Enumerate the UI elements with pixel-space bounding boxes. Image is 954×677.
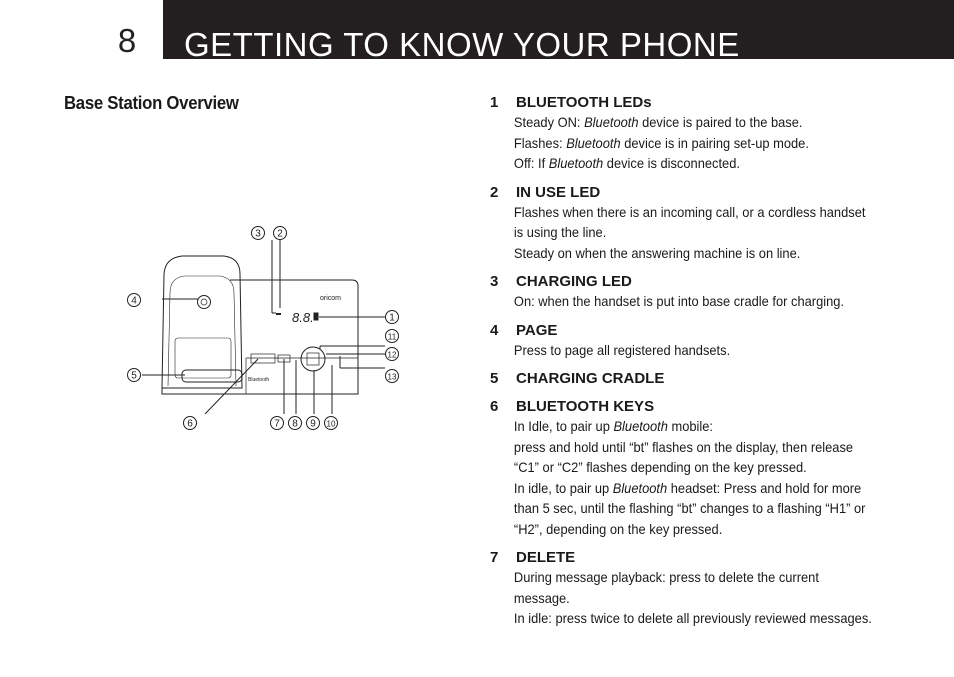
text-segment: On: when the handset is put into base cradle for charging. [513,293,844,309]
text-segment: “C1” or “C2” flashes depending on the key pressed. [513,459,807,475]
section-heading: Base Station Overview [64,93,239,113]
description-line [514,202,882,223]
text-segment: mobile: [667,418,713,434]
list-item [490,183,910,264]
text-segment: message. [513,589,570,606]
text-segment: Bluetooth [566,134,621,151]
page-title: GETTING TO KNOW YOUR PHONE [184,26,740,63]
list-item [490,93,910,174]
text-segment: Steady on when the answering machine is on line. [513,244,801,261]
title-bar [163,0,954,63]
text-segment: Bluetooth [548,155,604,171]
item-heading [490,369,910,388]
description-line [514,588,882,609]
description-line [514,112,882,133]
item-description [490,291,882,312]
item-list [490,93,910,638]
display-digits: 8.8. [292,310,314,325]
callout-label: 13 [387,372,397,382]
callout-label: 11 [387,332,397,342]
text-segment: Off: If [513,155,549,171]
callout-label: 9 [310,418,316,430]
base-station-diagram [120,218,410,443]
text-segment: Bluetooth [612,479,668,496]
description-line [514,457,882,478]
item-heading [490,272,910,291]
text-segment: Press to page all registered handsets. [513,341,731,358]
item-description [490,340,882,361]
text-segment: device is disconnected. [603,155,740,171]
brand-logo: oricom [320,295,342,302]
item-number: 3 [490,273,499,290]
text-segment: press and hold until “bt” flashes on the display, then release [513,438,854,455]
callout-label: 3 [255,228,261,240]
text-segment: During message playback: press to delete the current [513,569,819,585]
callout-label: 6 [187,418,193,430]
item-title: DELETE [516,549,576,566]
item-number: 7 [490,549,499,566]
callout-label: 5 [131,370,137,382]
text-segment: In Idle, to pair up [513,418,614,434]
nav-ring [301,347,325,371]
text-segment: Bluetooth [584,114,639,130]
item-heading [490,397,910,416]
item-title: BLUETOOTH LEDs [516,94,652,111]
description-line [514,416,882,437]
text-segment: Flashes: [513,134,567,151]
item-number: 1 [490,94,499,111]
description-line [514,243,882,264]
description-line [514,608,882,629]
item-title: IN USE LED [516,183,601,201]
description-line [514,498,882,519]
list-item [490,272,910,312]
item-heading [490,183,910,202]
text-segment: device is paired to the base. [638,114,803,130]
callout-label: 8 [292,418,298,430]
item-heading [490,548,910,567]
item-description [490,567,882,629]
item-number: 6 [490,398,499,415]
callout-label: 2 [277,228,283,240]
text-segment: “H2”, depending on the key pressed. [513,520,723,537]
callout-label: 7 [274,418,280,430]
callout-label: 1 [389,312,395,324]
item-description [490,202,882,264]
description-line [514,478,882,499]
item-title: BLUETOOTH KEYS [516,398,655,415]
page-number: 8 [117,22,137,59]
bluetooth-label: Bluetooth [248,377,270,383]
item-number: 4 [490,321,499,339]
item-heading [490,93,910,112]
callout-label: 4 [131,295,137,307]
description-line [514,291,882,312]
item-number: 2 [490,183,499,201]
text-segment: In idle: press twice to delete all previously reviewed messages. [513,610,872,626]
text-segment: In idle, to pair up [513,479,613,496]
item-description [490,416,882,539]
description-line [514,567,882,588]
item-title: CHARGING LED [516,273,632,290]
text-segment: headset: Press and hold for more [667,479,862,496]
list-item [490,369,910,388]
list-item [490,397,910,539]
item-number: 5 [490,370,499,387]
page-button [198,296,211,309]
item-title: PAGE [516,321,558,339]
item-title: CHARGING CRADLE [516,370,665,387]
item-heading [490,321,910,340]
text-segment: than 5 sec, until the flashing “bt” changes to a flashing “H1” or [513,500,866,516]
text-segment: Bluetooth [613,418,668,434]
description-line [514,437,882,458]
description-line [514,153,882,174]
text-segment: is using the line. [513,224,607,240]
callout-label: 10 [326,419,336,429]
list-item [490,548,910,629]
text-segment: Flashes when there is an incoming call, or a cordless handset [513,203,866,220]
callout-label: 12 [387,350,397,360]
description-line [514,340,882,361]
text-segment: Steady ON: [513,114,585,130]
description-line [514,519,882,540]
text-segment: device is in pairing set-up mode. [620,134,809,151]
list-item [490,321,910,361]
description-line [514,133,882,154]
item-description [490,112,882,174]
description-line [514,222,882,243]
